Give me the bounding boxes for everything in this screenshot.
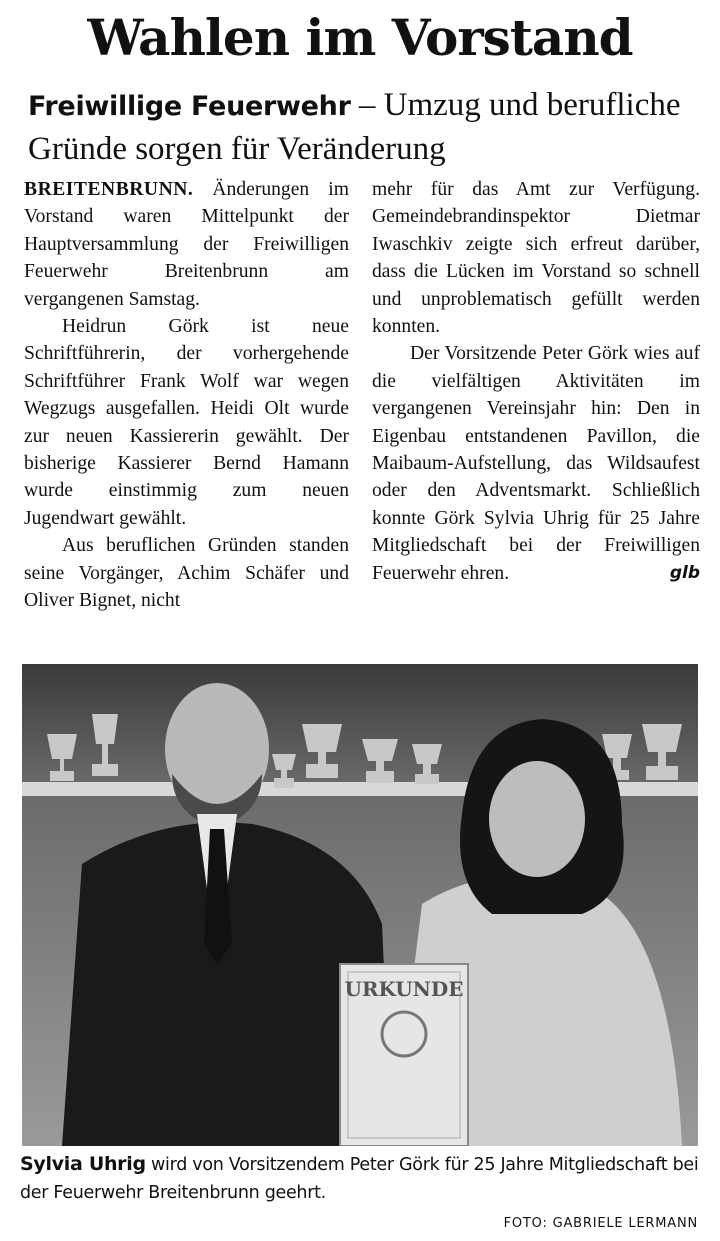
article-column-right: [372, 176, 700, 587]
paragraph-3: Aus beruflichen Gründen standen seine Vorgänger, Achim Schäfer und Oliver Bignet, nicht: [24, 535, 349, 612]
author-initials: glb: [669, 562, 700, 583]
dateline: BREITENBRUNN.: [24, 179, 194, 200]
paragraph-1: [24, 176, 349, 313]
headline: Wahlen im Vorstand: [87, 8, 633, 67]
caption-text: wird von Vorsitzendem Peter Görk für 25 Jahre Mitgliedschaft bei der Feuerwehr Breitenbrunn geehrt.: [20, 1155, 699, 1203]
certificate-title: URKUNDE: [344, 977, 464, 1001]
photo-caption: [20, 1150, 706, 1207]
photo-credit: FOTO: GABRIELE LERMANN: [503, 1216, 698, 1231]
paragraph-1-text: Änderungen im Vorstand waren Mittelpunkt der Hauptversammlung der Freiwilligen Feuerwehr Breitenbrunn am vergangenen Samstag.: [24, 179, 349, 310]
subheadline: [28, 84, 698, 170]
certificate: [340, 964, 468, 1146]
photo-illustration: [22, 664, 698, 1146]
subhead-dash: –: [350, 87, 384, 123]
paragraph-3-continued: mehr für das Amt zur Verfügung. Gemeindebrandinspektor Dietmar Iwaschkiv zeigte sich erfreut darüber, dass die Lücken im Vorstand so schnell und unproblematisch gefüllt werden konnten.: [372, 179, 700, 338]
paragraph-4: [372, 340, 700, 587]
paragraph-4-text: Der Vorsitzende Peter Görk wies auf die vielfältigen Aktivitäten im vergangenen Vereinsjahr hin: Den in Eigenbau entstandenen Pavillon, die Maibaum-Aufstellung, das Wildsaufest oder den Adventsmarkt. Schließlich konnte Görk Sylvia Uhrig für 25 Jahre Mitgliedschaft bei der Freiwilligen Feuerwehr ehren.: [372, 343, 700, 584]
article-column-left: [24, 176, 349, 615]
subhead-text: Umzug und berufliche Gründe sorgen für Veränderung: [28, 87, 681, 167]
paragraph-2: Heidrun Görk ist neue Schriftführerin, der vorhergehende Schriftführer Frank Wolf war wegen Wegzugs ausgefallen. Heidi Olt wurde zur neuen Kassiererin gewählt. Der bisherige Kassierer Bernd Hamann wurde einstimmig zum neuen Jugendwart gewählt.: [24, 316, 349, 529]
caption-name: Sylvia Uhrig: [20, 1153, 146, 1175]
kicker: Freiwillige Feuerwehr: [28, 91, 351, 122]
photo: [22, 664, 698, 1146]
